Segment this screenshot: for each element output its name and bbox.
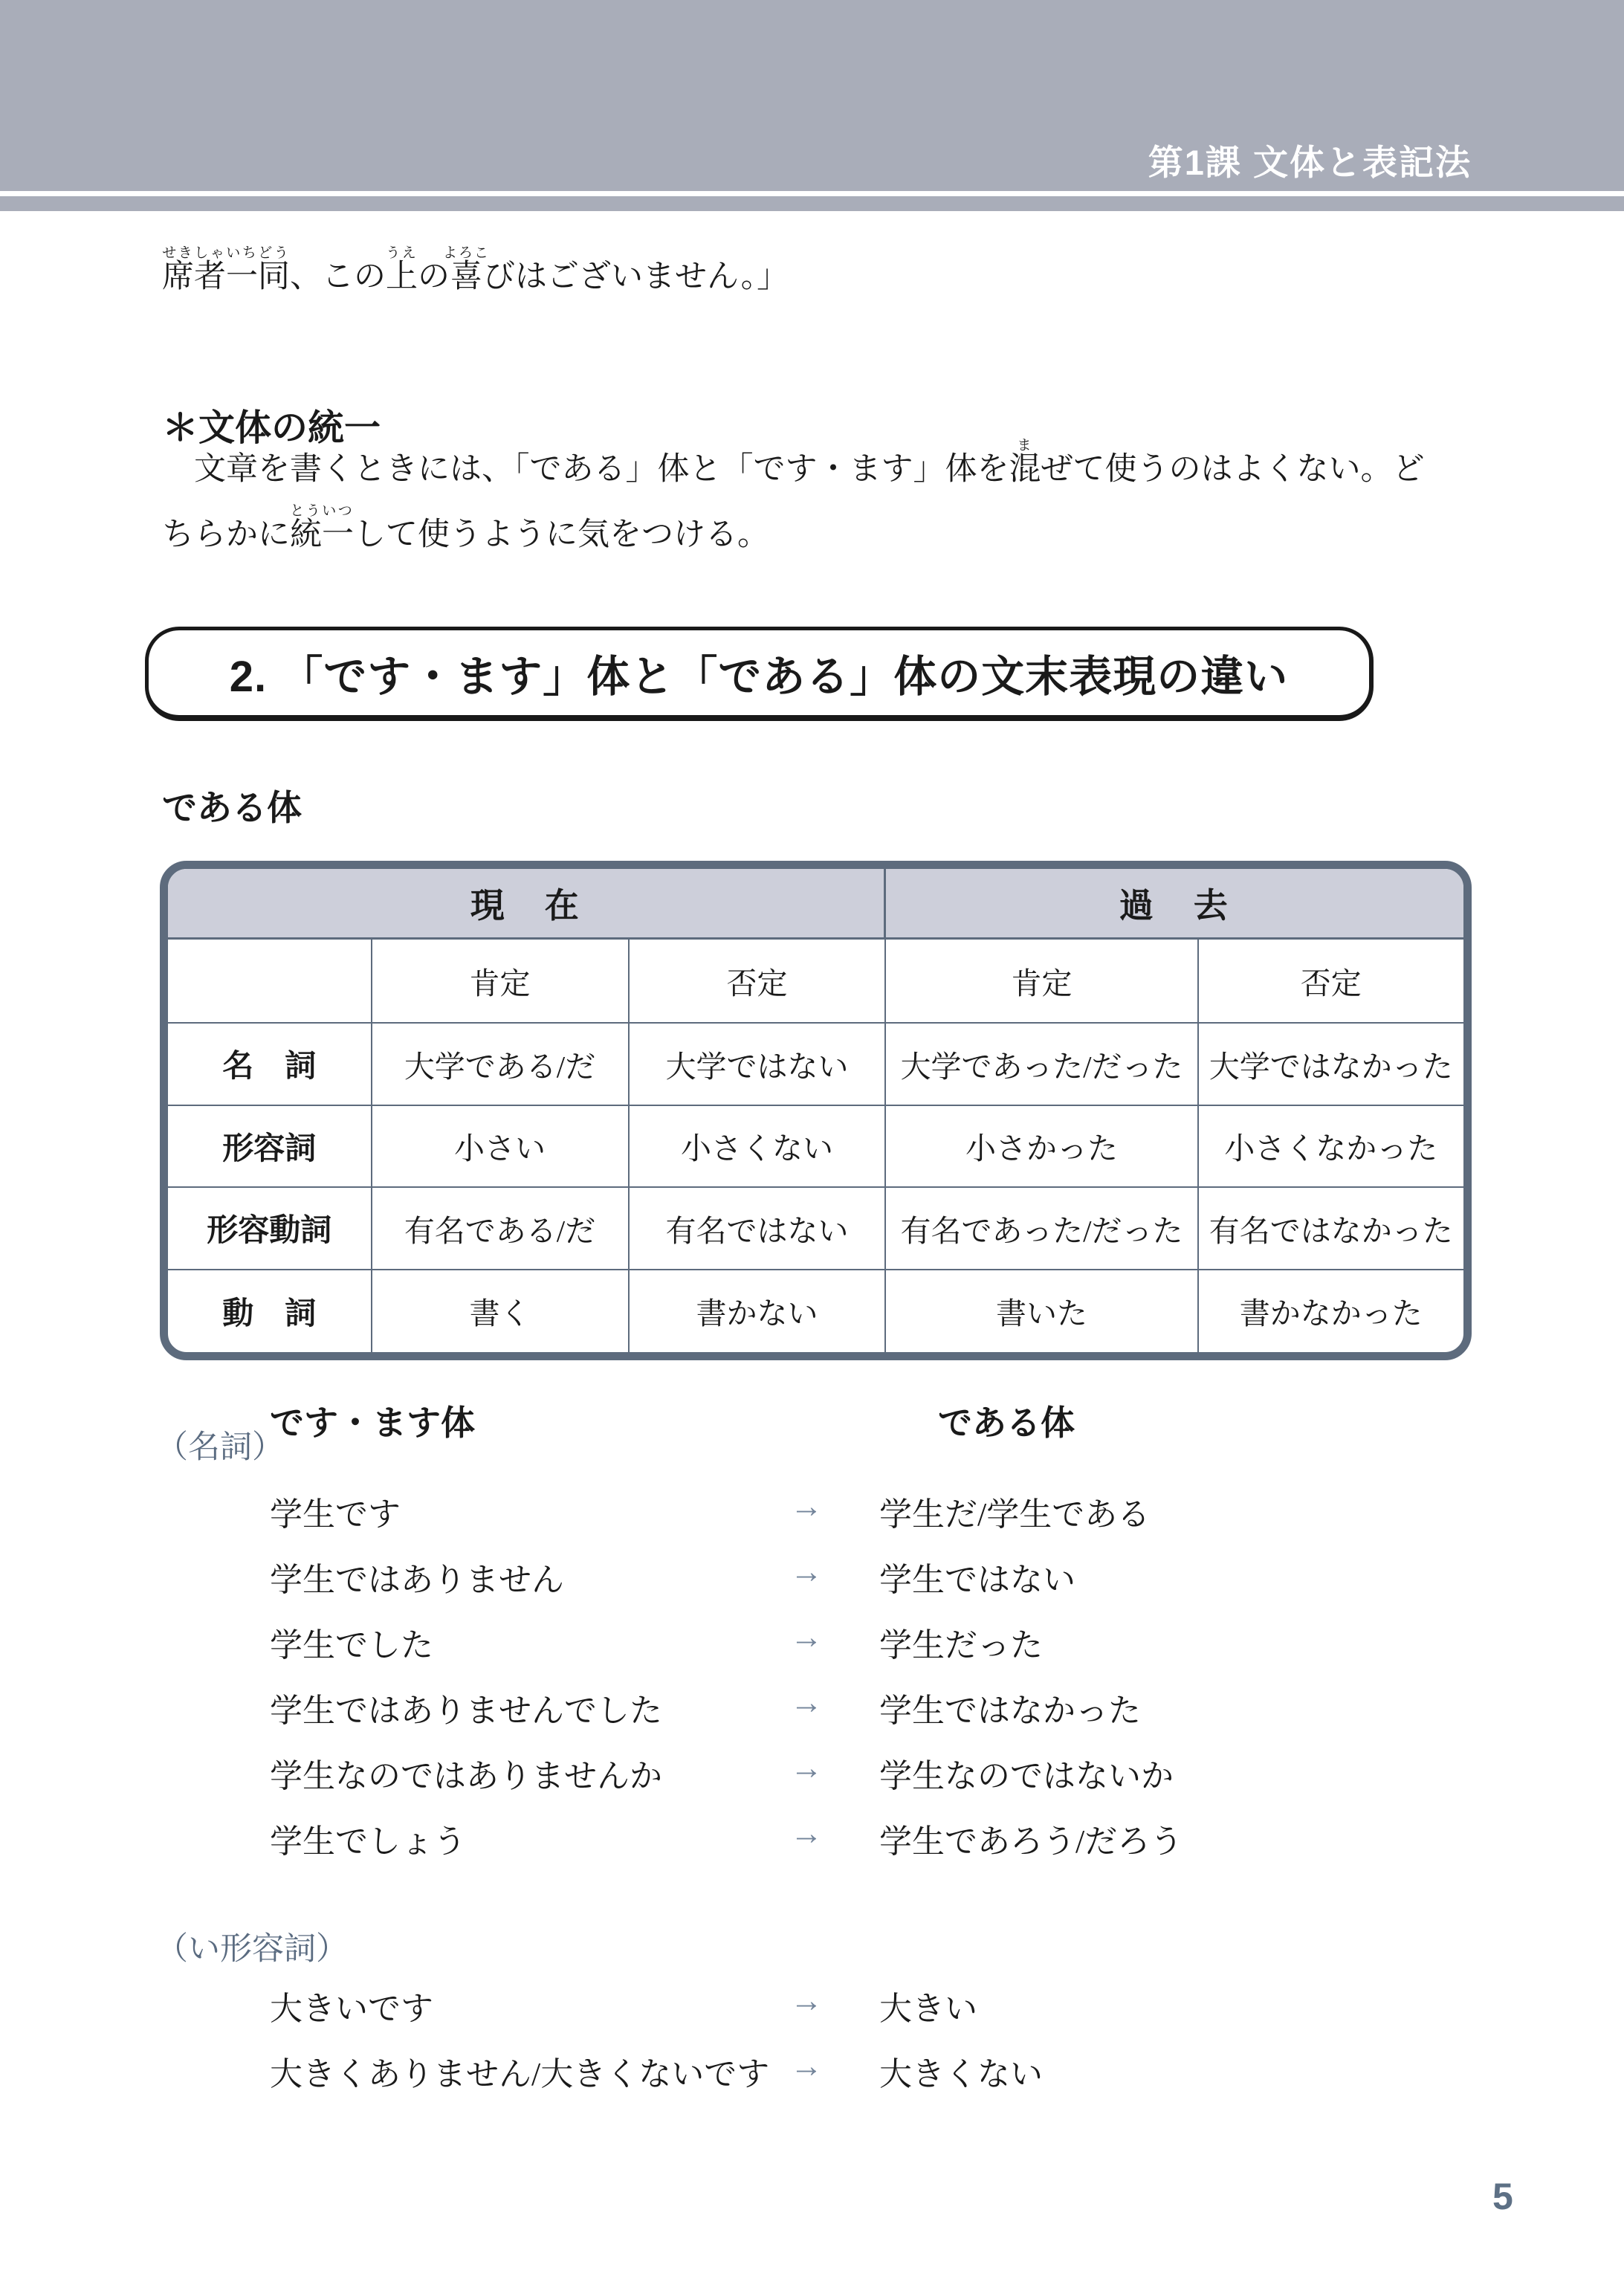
furigana: せき [162, 245, 194, 261]
table-subheader-cell: 肯定 [886, 940, 1198, 1024]
ruby-base: 上うえ [386, 245, 418, 294]
conjugation-table [160, 861, 1472, 1360]
demasu-form: 大きくありません/大きくないです [270, 2056, 770, 2092]
table-cell: 大学ではなかった [1199, 1024, 1463, 1106]
table-row-label: 形容動詞 [168, 1188, 372, 1270]
right-arrow-icon: → [790, 1815, 823, 1852]
right-arrow-icon: → [790, 1684, 823, 1721]
table-header-past: 過 去 [886, 869, 1463, 940]
dearu-form: 学生であろう/だろう [879, 1823, 1183, 1860]
quote-line [162, 245, 789, 297]
chapter-title: 第1課 文体と表記法 [1148, 143, 1472, 182]
furigana: ま [1009, 438, 1041, 453]
paragraph-line [162, 502, 1522, 568]
comparison-row [0, 2047, 1624, 2092]
section2-box [145, 627, 1374, 721]
table-cell: 小さくない [630, 1106, 887, 1189]
furigana: よろこ [443, 245, 491, 261]
table-cell: 有名ではない [630, 1188, 887, 1270]
table-subheader-cell: 否定 [1199, 940, 1463, 1024]
table-cell: 大学ではない [630, 1024, 887, 1106]
ruby-base: 統一とういつ [290, 503, 354, 552]
comparison-row [0, 1684, 1624, 1729]
dearu-form: 学生ではなかった [879, 1693, 1141, 1729]
demasu-form: 学生なのではありませんか [270, 1758, 662, 1794]
table-cell: 書いた [886, 1270, 1198, 1353]
table-cell: 書かなかった [1239, 1296, 1423, 1331]
right-arrow-icon: → [790, 2048, 823, 2084]
table-cell: 有名ではなかった [1199, 1188, 1463, 1270]
dearu-form: 大きい [879, 1991, 977, 2027]
table-cell: 大学である/だ [372, 1024, 630, 1106]
table-row-label: 形容詞 [168, 1106, 372, 1189]
table-row-label: 動 詞 [168, 1270, 372, 1353]
table-cell: 有名であった/だった [886, 1188, 1198, 1270]
right-arrow-icon: → [790, 1488, 823, 1525]
comparison-row [0, 1982, 1624, 2027]
dearu-table-label: である体 [162, 788, 302, 827]
header-band [0, 0, 1624, 191]
table-cell: 小さい [372, 1106, 630, 1189]
dearu-column-header: である体 [938, 1403, 1075, 1442]
dearu-form: 大きくない [879, 2056, 1043, 2092]
text-run: して使うように気をつける。 [354, 517, 769, 552]
furigana: しゃ [194, 245, 226, 261]
table-row-label: 名 詞 [168, 1024, 372, 1106]
table-cell: 書く [372, 1270, 630, 1353]
dearu-form: 学生だ/学生である [879, 1496, 1151, 1533]
demasu-form: 学生ではありません [270, 1562, 564, 1598]
demasu-form: 学生でした [270, 1627, 433, 1664]
table-cell: 小さくなかった [1199, 1106, 1463, 1189]
right-arrow-icon: → [790, 1750, 823, 1786]
table-subheader-empty [168, 940, 372, 1024]
table-cell: 小さかった [886, 1106, 1198, 1189]
dearu-form: 学生ではない [879, 1562, 1075, 1598]
comparison-row [0, 1487, 1624, 1533]
conjugation-table-grid [168, 869, 1463, 1352]
table-subheader-cell: 肯定 [372, 940, 630, 1024]
ruby-base: 喜よろこ [443, 245, 491, 294]
ruby-base: 混ま [1009, 438, 1041, 487]
demasu-form: 学生でしょう [270, 1823, 466, 1860]
page-number: 5 [1492, 2176, 1513, 2217]
comparison-row [0, 1749, 1624, 1794]
ruby-base: 席せき [162, 245, 194, 294]
furigana: とういつ [290, 503, 354, 519]
section2-title: 2. 「です・ます」体と「である」体の文末表現の違い [229, 653, 1289, 701]
table-cell: 書かない [630, 1270, 887, 1353]
comparison-row [0, 1814, 1624, 1860]
text-run: ぜて使うのはよくない。ど [1041, 452, 1425, 487]
comparison-row [0, 1618, 1624, 1664]
right-arrow-icon: → [790, 1619, 823, 1655]
dearu-form: 学生なのではないか [879, 1758, 1174, 1794]
style-unification-paragraph [162, 437, 1522, 568]
text-run: 、この [290, 259, 386, 294]
style-unification-heading: ＊文体の統一 [162, 408, 381, 448]
demasu-column-header: です・ます体 [270, 1403, 475, 1442]
table-cell: 有名である/だ [372, 1188, 630, 1270]
dearu-form: 学生だった [879, 1627, 1043, 1664]
right-arrow-icon: → [790, 1554, 823, 1590]
demasu-form: 大きいです [270, 1991, 433, 2027]
table-header-present: 現 在 [168, 869, 886, 940]
text-run: ちらかに [162, 517, 290, 552]
ruby-base: 者しゃ [194, 245, 226, 294]
paragraph-line [162, 437, 1522, 502]
furigana: どう [258, 245, 290, 261]
comparison-row [0, 1553, 1624, 1598]
demasu-form: 学生です [270, 1496, 401, 1533]
furigana: うえ [386, 245, 418, 261]
text-run: の [418, 259, 450, 294]
noun-group-label: （名詞） [156, 1430, 284, 1465]
demasu-form: 学生ではありませんでした [270, 1693, 662, 1729]
right-arrow-icon: → [790, 1982, 823, 2019]
text-run: びはございません。」 [483, 259, 789, 294]
table-subheader-cell: 否定 [630, 940, 887, 1024]
header-rule [0, 191, 1624, 196]
table-cell: 大学であった/だった [886, 1024, 1198, 1106]
ruby-base: 一いち [226, 245, 258, 294]
furigana: いち [226, 245, 258, 261]
adjective-group-label: （い形容詞） [156, 1932, 348, 1967]
ruby-base: 同どう [258, 245, 290, 294]
header-subband [0, 196, 1624, 211]
text-run: 文章を書くときには、「である」体と「です・ます」体を [162, 452, 1009, 487]
